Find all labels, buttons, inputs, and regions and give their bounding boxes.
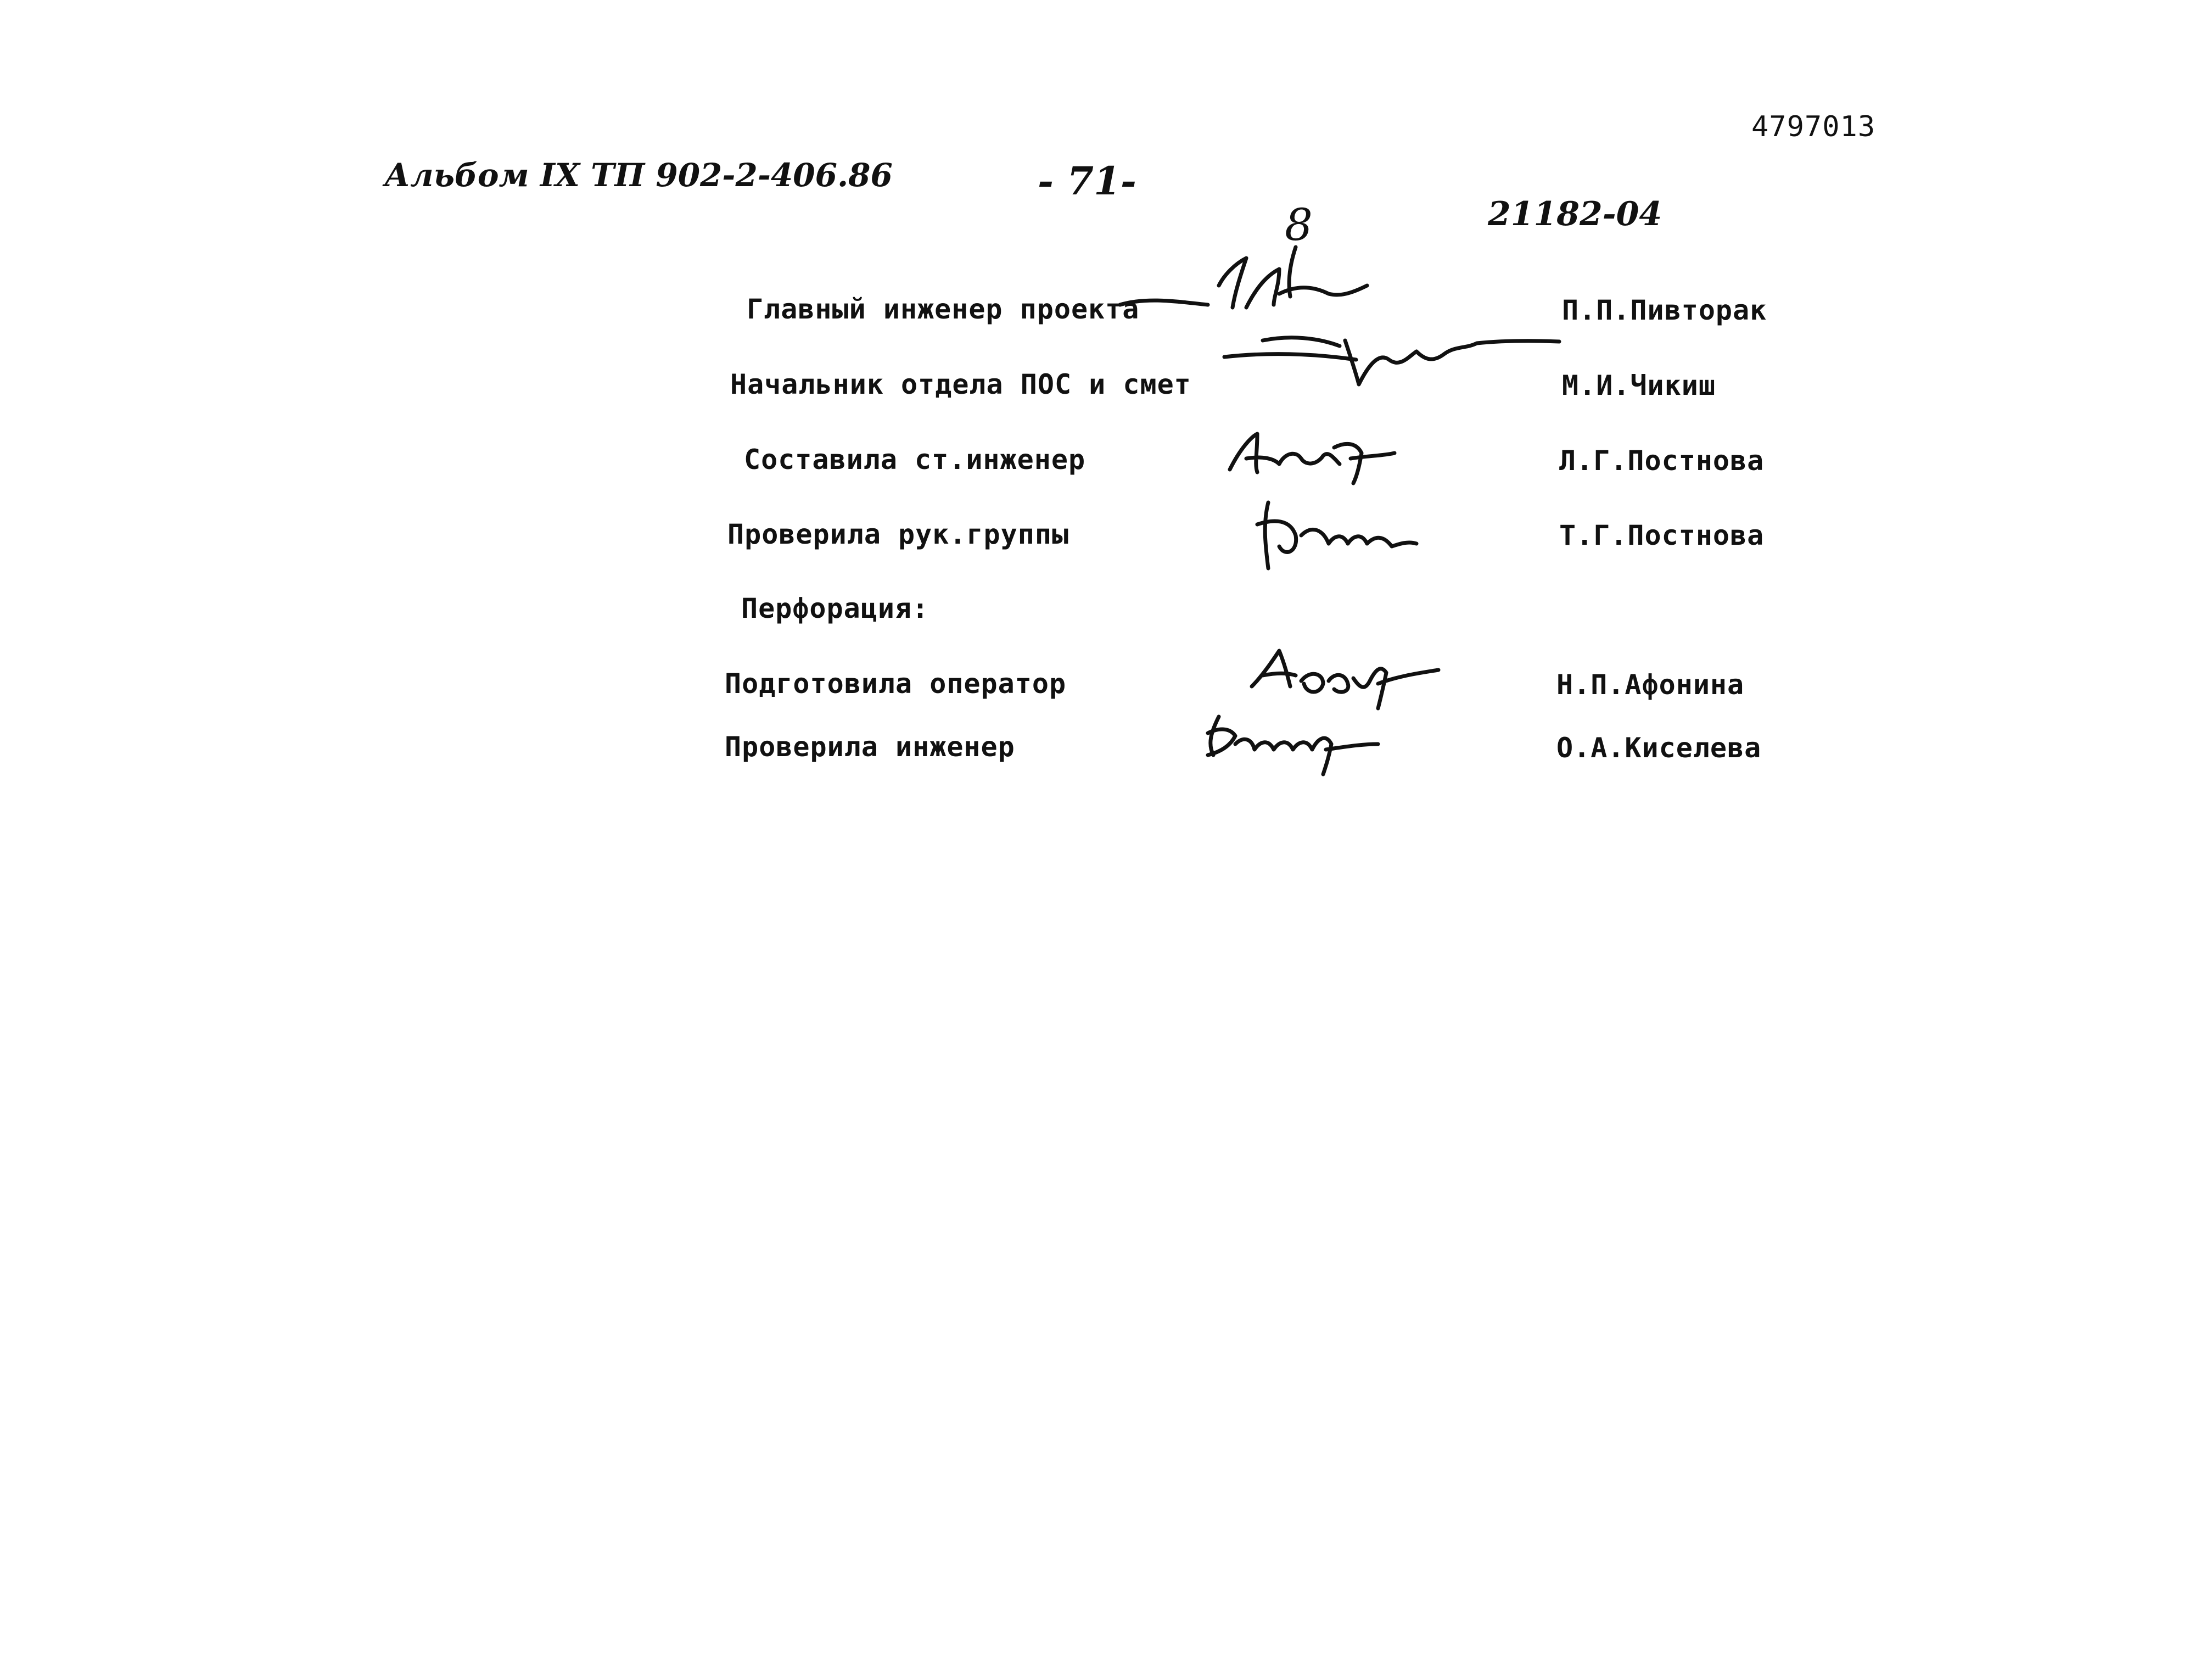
perforation-heading: Перфорация: [741,593,929,624]
signature-name-3: Л.Г.Постнова [1559,445,1765,477]
signature-scribble-4 [1246,491,1422,579]
signature-scribble-5 [1246,642,1444,714]
signature-role-4: Проверила рук.группы [727,518,1069,550]
signature-role-2: Начальник отдела ПОС и смет [730,368,1191,400]
signature-name-4: Т.Г.Постнова [1559,519,1765,551]
signature-role-3: Составила ст.инженер [744,444,1086,476]
archive-code: 21182-04 [1488,195,1662,233]
signature-name-1: П.П.Пивторак [1562,294,1767,326]
signature-role-1: Главный инженер проекта [747,293,1140,325]
perforation-name-1: Н.П.Афонина [1556,669,1745,701]
signature-scribble-6 [1197,706,1395,777]
perforation-role-1: Подготовила оператор [725,668,1067,700]
perforation-name-2: О.А.Киселева [1556,732,1762,764]
document-number: 4797013 [1751,110,1876,143]
signature-name-2: М.И.Чикиш [1562,370,1716,401]
perforation-role-2: Проверила инженер [725,731,1015,763]
archive-mark: 8 [1285,199,1313,250]
album-reference: Альбом IX ТП 902-2-406.86 [384,157,893,194]
signature-scribble-2 [1219,308,1570,395]
signature-scribble-3 [1224,426,1400,486]
page-number: - 71- [1038,158,1136,204]
